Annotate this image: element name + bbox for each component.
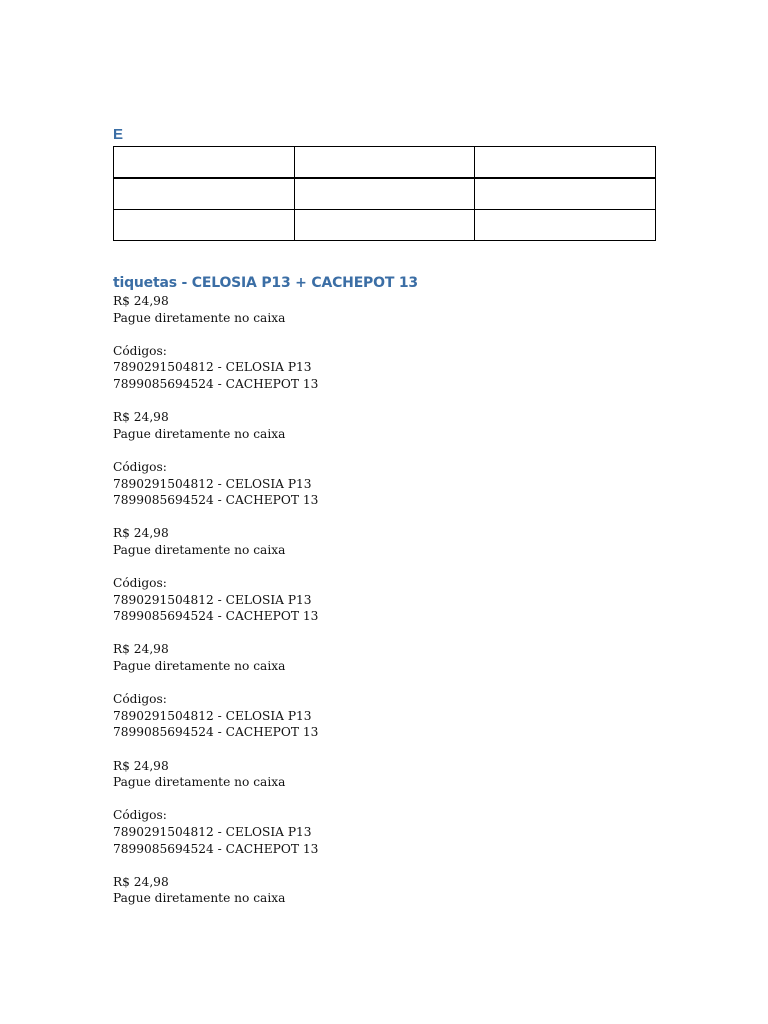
table-cell: [294, 210, 475, 241]
label-block: [113, 525, 318, 641]
codes-label: Códigos:: [113, 576, 167, 591]
payment-note: Pague diretamente no caixa: [113, 542, 286, 557]
table-row: [114, 147, 656, 179]
table-cell: [475, 210, 656, 241]
payment-note: Pague diretamente no caixa: [113, 775, 286, 790]
product-code: 7899085694524 - CACHEPOT 13: [113, 841, 319, 856]
label-block: [113, 641, 318, 757]
codes-label: Códigos:: [113, 459, 167, 474]
section-title: tiquetas - CELOSIA P13 + CACHEPOT 13: [113, 275, 418, 291]
label-block: [113, 758, 318, 874]
table-cell: [294, 147, 475, 179]
product-code: 7899085694524 - CACHEPOT 13: [113, 609, 319, 624]
spacer: [113, 393, 318, 410]
price: R$ 24,98: [113, 410, 169, 425]
product-code: 7890291504812 - CELOSIA P13: [113, 825, 312, 839]
spacer: [113, 791, 318, 808]
heading-fragment: E: [113, 126, 124, 143]
spacer: [113, 509, 318, 526]
table-cell: [475, 178, 656, 210]
label-block: [113, 874, 318, 907]
payment-note: Pague diretamente no caixa: [113, 310, 286, 325]
product-code: 7899085694524 - CACHEPOT 13: [113, 376, 319, 391]
product-code: 7890291504812 - CELOSIA P13: [113, 476, 312, 491]
product-code: 7890291504812 - CELOSIA P13: [113, 592, 312, 607]
product-code: 7890291504812 - CELOSIA P13: [113, 708, 312, 723]
spacer: [113, 559, 318, 576]
table-cell: [114, 178, 295, 210]
spacer: [113, 675, 318, 692]
table-cell: [114, 210, 295, 241]
spacer: [113, 326, 318, 343]
product-code: 7890291504812 - CELOSIA P13: [113, 360, 312, 375]
codes-label: Códigos:: [113, 343, 167, 358]
spacer: [113, 741, 318, 758]
label-block: [113, 293, 318, 409]
payment-note: Pague diretamente no caixa: [113, 426, 286, 441]
product-code: 7899085694524 - CACHEPOT 13: [113, 493, 319, 508]
price: R$ 24,98: [113, 642, 169, 657]
table-cell: [114, 147, 295, 179]
price: R$ 24,98: [113, 758, 169, 773]
label-content: [113, 293, 318, 907]
table-row: [114, 178, 656, 210]
table-cell: [294, 178, 475, 210]
price: R$ 24,98: [113, 526, 169, 541]
spacer: [113, 442, 318, 459]
price: R$ 24,98: [113, 294, 169, 308]
product-code: 7899085694524 - CACHEPOT 13: [113, 725, 319, 740]
empty-table: [113, 146, 656, 241]
price: R$ 24,98: [113, 874, 169, 889]
spacer: [113, 625, 318, 642]
payment-note: Pague diretamente no caixa: [113, 891, 286, 906]
table-cell: [475, 147, 656, 179]
spacer: [113, 857, 318, 874]
codes-label: Códigos:: [113, 692, 167, 707]
table-row: [114, 210, 656, 241]
payment-note: Pague diretamente no caixa: [113, 659, 286, 674]
codes-label: Códigos:: [113, 808, 167, 823]
label-block: [113, 409, 318, 525]
